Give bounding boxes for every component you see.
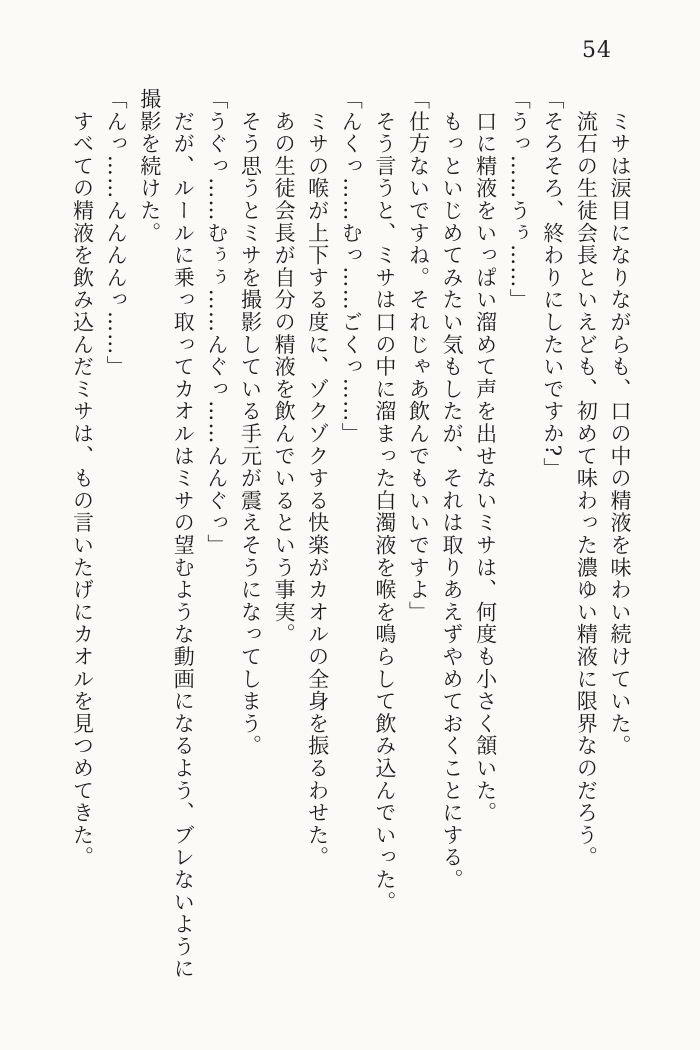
paragraph-dialogue: 「んくっ……むっ……ごくっ……」 xyxy=(339,88,364,445)
paragraph: 口に精液をいっぱい溜めて声を出せないミサは、何度も小さく頷いた。 xyxy=(473,88,498,824)
body-text xyxy=(65,88,636,983)
paragraph: だが、ルールに乗っ取ってカオルはミサの望むような動画になるよう、ブレないように撮影を続けた。 xyxy=(137,88,196,980)
paragraph: ミサは涙目になりながらも、口の中の精液を味わい続けていた。 xyxy=(608,88,632,757)
page-number: 54 xyxy=(582,38,612,63)
paragraph: ミサの喉が上下する度に、ゾクゾクする快楽がカオルの全身を振るわせた。 xyxy=(305,88,330,869)
paragraph: もっといじめてみたい気もしたが、それは取りあえずやめておくことにする。 xyxy=(440,88,465,891)
paragraph: あの生徒会長が自分の精液を飲んでいるという事実。 xyxy=(272,88,297,646)
paragraph-dialogue: 「仕方ないですね。それじゃあ飲んでもいいですよ」 xyxy=(406,88,431,624)
paragraph-dialogue: 「そろそろ、終わりにしたいですか?」 xyxy=(540,88,565,480)
paragraph-dialogue: 「うぐっ……むぅぅ……んぐっ……んんぐっ」 xyxy=(204,88,229,557)
paragraph: そう言うと、ミサは口の中に溜まった白濁液を喉を鳴らして飲み込んでいった。 xyxy=(372,88,397,914)
paragraph-dialogue: 「んっ……んんんんっ……」 xyxy=(104,88,129,378)
paragraph-dialogue: 「うっ……うぅ……」 xyxy=(507,88,532,311)
paragraph: そう思うとミサを撮影している手元が震えそうになってしまう。 xyxy=(238,88,263,757)
paragraph: 流石の生徒会長といえども、初めて味わった濃ゆい精液に限界なのだろう。 xyxy=(574,88,599,869)
paragraph: すべての精液を飲み込んだミサは、もの言いたげにカオルを見つめてきた。 xyxy=(70,88,95,869)
